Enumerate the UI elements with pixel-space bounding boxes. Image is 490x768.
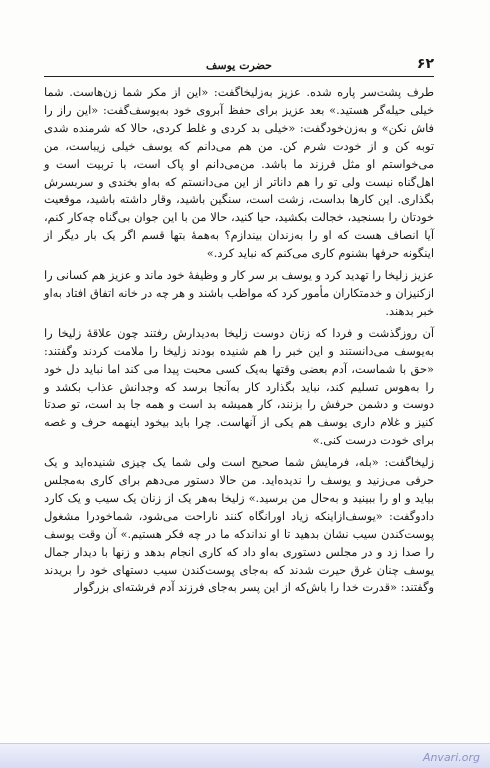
- watermark: Anvari.org: [422, 751, 480, 764]
- paragraph: طرف پشت‌سر پاره شده. عزیز به‌زلیخاگفت: «این از مکر شما زن‌هاست. شما خیلی حیله‌گر هستید.» بعد عزیز برای حفظ آبروی خود به‌یوسف‌گفت: «این راز را فاش نکن» و به‌زن‌خودگفت: «خیلی بد کردی و غلط کردی، حالا که شرمنده شدی توبه کن و از خودت شرم کن. من هم می‌دانم که یوسف خیلی زیباست، من می‌خواستم او مثل فرزند ما باشد. من‌می‌دانم او پاک است، با تربیت است و اهل‌گناه نیست ولی تو را هم دانا‌تر از این می‌دانستم که به‌او بخندی و سربسرش بگذاری. این کارها بد‌است، زشت است، سنگین باشید، وقار داشته باشید، موقعیت خودتان را بسنجید، خجالت بکشید، حیا کنید، حالا من با این جوان بی‌گناه چه‌کار کنم، آیا انصاف هست که او را به‌زندان بیندازم؟ به‌همهٔ بتها قسم اگر یک بار دیگر از اینگونه حرفها بشنوم کاری می‌کنم که نباید کرد.»: [44, 85, 434, 261]
- running-title: حضرت یوسف: [206, 59, 272, 72]
- paragraph: آن روزگذشت و فردا که زنان دوست زلیخا به‌دیدارش رفتند چون علاقهٔ زلیخا را به‌یوسف می‌دانستند و این خبر را هم شنیده بودند زلیخا را ملامت کردند وگفتند: «حق با شماست، آدم بعضی وقتها به‌یک کسی محبت پیدا می کند اما نباید دل خود را به‌هوس تسلیم کند، نباید بگذارد کار به‌آنجا برسد که وجدانش عذاب بکشد و دوست و دشمن حرفش را بزنند، کار همیشه بد است و همه جا بد است، تو صدتا کنیز و غلام داری یوسف هم یکی از آنهاست. چرا باید بیخود اینهمه حرف و غصه برای خودت درست کنی.»: [44, 325, 434, 448]
- paragraph: زلیخاگفت: «بله، فرمایش شما صحیح است ولی شما یک چیزی شنیده‌اید و یک حرفی می‌زنید و یوسف را ندیده‌اید. من حالا دستور می‌دهم برای کاری به‌مجلس بیاید و او را ببینید و به‌حال من برسید.» زلیخا به‌هر یک از زنان یک سیب و یک کارد دادوگفت: «یوسف‌ازاینکه زیاد اورانگاه کنند ناراحت می‌شود، شماخودرا مشغول پوست‌کندن سیب نشان بدهید تا او نداندکه ما در چه فکر هستیم.» آن وقت یوسف را صدا زد و در مجلس دستوری به‌او داد که کاری انجام بدهد و زنها با دیدار جمال یوسف چنان غرق حیرت شدند که به‌جای پوست‌کندن سیب دستهای خود را بریدند وگفتند: «قدرت خدا را باش‌که از این پسر به‌جای فرزند آدم فرشته‌ای بزرگوار: [44, 455, 434, 595]
- paragraph: عزیز زلیخا را تهدید کرد و یوسف بر سر کار و وظیفهٔ خود ماند و عزیز هم کسانی را ازکنیزان و خدمتکاران مأمور کرد که مواظب باشند و هر چه در خانه اتفاق افتاد به‌او خبر بدهند.: [44, 268, 434, 318]
- page-header: [44, 58, 434, 76]
- page-number: ۶۲: [416, 56, 434, 72]
- header-rule: [44, 76, 434, 77]
- footer-bar: [0, 743, 490, 768]
- body-text: [44, 84, 434, 597]
